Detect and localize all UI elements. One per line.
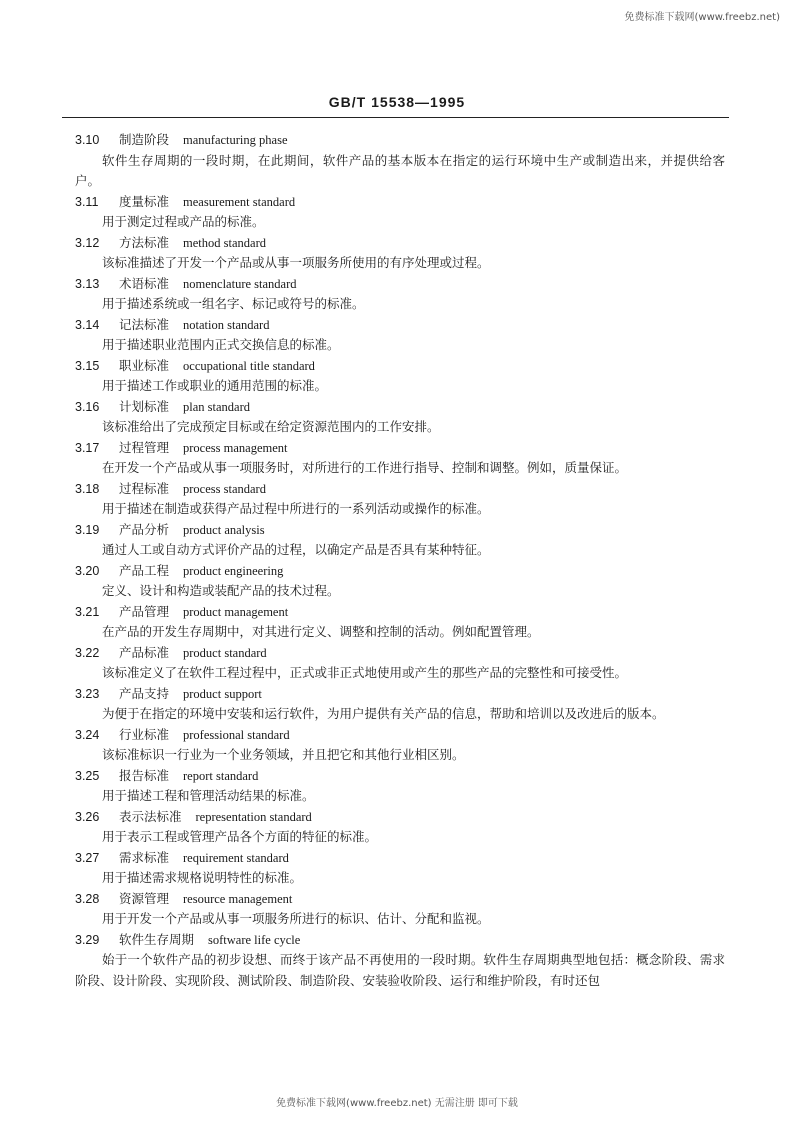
term-definition: 该标准给出了完成预定目标或在给定资源范围内的工作安排。 <box>102 419 440 434</box>
term-english: product support <box>183 686 262 701</box>
term-number: 3.22 <box>75 645 100 660</box>
term-number: 3.20 <box>75 563 100 578</box>
term-heading <box>75 520 725 541</box>
term-chinese: 表示法标准 <box>119 808 182 824</box>
term-entry <box>75 889 725 930</box>
term-heading <box>75 848 725 869</box>
term-number: 3.12 <box>75 235 100 250</box>
term-english: product standard <box>183 645 267 660</box>
term-heading <box>75 602 725 623</box>
term-number: 3.18 <box>75 481 100 496</box>
term-definition: 始于一个软件产品的初步设想、而终于该产品不再使用的一段时期。软件生存周期典型地包括：概念阶段、需求阶段、设计阶段、实现阶段、测试阶段、制造阶段、安装验收阶段、运行和维护阶段，有时还包 <box>75 952 725 988</box>
document-body <box>75 130 725 991</box>
term-definition: 该标准定义了在软件工程过程中，正式或非正式地使用或产生的那些产品的完整性和可接受性。 <box>102 665 628 680</box>
term-chinese: 产品工程 <box>119 562 170 578</box>
term-number: 3.27 <box>75 850 100 865</box>
term-english: notation standard <box>183 317 270 332</box>
term-entry <box>75 315 725 356</box>
term-definition: 用于描述职业范围内正式交换信息的标准。 <box>102 337 340 352</box>
term-chinese: 过程标准 <box>119 480 170 496</box>
term-number: 3.29 <box>75 932 100 947</box>
term-entry <box>75 479 725 520</box>
term-english: software life cycle <box>208 932 301 947</box>
term-number: 3.24 <box>75 727 100 742</box>
term-chinese: 制造阶段 <box>119 132 170 147</box>
term-definition: 在开发一个产品或从事一项服务时，对所进行的工作进行指导、控制和调整。例如，质量保证。 <box>102 460 628 475</box>
term-entry <box>75 233 725 274</box>
term-entry <box>75 725 725 766</box>
term-definition: 用于表示工程或管理产品各个方面的特征的标准。 <box>102 829 378 844</box>
term-number: 3.17 <box>75 440 100 455</box>
term-number: 3.25 <box>75 768 100 783</box>
term-definition: 用于测定过程或产品的标准。 <box>102 214 265 229</box>
term-chinese: 术语标准 <box>119 275 170 291</box>
term-english: process management <box>183 440 288 455</box>
term-definition: 在产品的开发生存周期中，对其进行定义、调整和控制的活动。例如配置管理。 <box>102 624 540 639</box>
term-chinese: 职业标准 <box>119 357 170 373</box>
term-number: 3.13 <box>75 276 100 291</box>
term-english: product management <box>183 604 289 619</box>
term-heading <box>75 725 725 746</box>
term-definition: 用于描述在制造或获得产品过程中所进行的一系列活动或操作的标准。 <box>102 501 490 516</box>
term-entry <box>75 274 725 315</box>
term-english: manufacturing phase <box>183 133 288 147</box>
term-definition: 用于描述工程和管理活动结果的标准。 <box>102 788 315 803</box>
term-number: 3.28 <box>75 891 100 906</box>
term-english: requirement standard <box>183 850 289 865</box>
term-chinese: 产品管理 <box>119 603 170 619</box>
term-heading <box>75 397 725 418</box>
term-definition: 该标准标识一行业为一个业务领域，并且把它和其他行业相区别。 <box>102 747 465 762</box>
term-english: process standard <box>183 481 266 496</box>
term-entry <box>75 397 725 438</box>
term-english: product engineering <box>183 563 284 578</box>
term-entry <box>75 684 725 725</box>
term-english: nomenclature standard <box>183 276 297 291</box>
term-entry <box>75 130 725 192</box>
watermark-top: 免费标准下载网(www.freebz.net) <box>624 12 780 23</box>
term-heading <box>75 130 725 151</box>
term-heading <box>75 561 725 582</box>
term-chinese: 计划标准 <box>119 398 170 414</box>
term-heading <box>75 233 725 254</box>
term-chinese: 产品标准 <box>119 644 170 660</box>
term-definition: 用于描述工作或职业的通用范围的标准。 <box>102 378 328 393</box>
term-heading <box>75 766 725 787</box>
term-number: 3.14 <box>75 317 100 332</box>
term-definition: 用于描述需求规格说明特性的标准。 <box>102 870 303 885</box>
term-definition: 用于开发一个产品或从事一项服务所进行的标识、估计、分配和监视。 <box>102 911 490 926</box>
term-chinese: 软件生存周期 <box>119 931 195 947</box>
term-definition: 为便于在指定的环境中安装和运行软件，为用户提供有关产品的信息，帮助和培训以及改进后的版本。 <box>102 706 665 721</box>
term-heading <box>75 807 725 828</box>
term-entry <box>75 766 725 807</box>
term-entry <box>75 930 725 992</box>
term-number: 3.21 <box>75 604 100 619</box>
term-chinese: 资源管理 <box>119 890 170 906</box>
term-definition: 通过人工或自动方式评价产品的过程，以确定产品是否具有某种特征。 <box>102 542 490 557</box>
term-heading <box>75 479 725 500</box>
term-english: representation standard <box>195 809 312 824</box>
term-chinese: 过程管理 <box>119 439 170 455</box>
term-heading <box>75 192 725 213</box>
watermark-bottom: 免费标准下载网(www.freebz.net) 无需注册 即可下载 <box>276 1098 518 1109</box>
term-number: 3.11 <box>75 194 99 209</box>
term-english: product analysis <box>183 522 265 537</box>
term-entry <box>75 848 725 889</box>
term-definition: 该标准描述了开发一个产品或从事一项服务所使用的有序处理或过程。 <box>102 255 490 270</box>
term-english: method standard <box>183 235 266 250</box>
term-chinese: 行业标准 <box>119 726 170 742</box>
term-english: plan standard <box>183 399 251 414</box>
term-english: resource management <box>183 891 293 906</box>
term-entry <box>75 520 725 561</box>
term-heading <box>75 356 725 377</box>
term-english: professional standard <box>183 727 290 742</box>
term-chinese: 报告标准 <box>119 767 170 783</box>
term-entry <box>75 561 725 602</box>
term-chinese: 产品支持 <box>119 685 170 701</box>
term-entry <box>75 643 725 684</box>
term-definition: 用于描述系统或一组名字、标记或符号的标准。 <box>102 296 365 311</box>
term-number: 3.19 <box>75 522 100 537</box>
term-english: report standard <box>183 768 259 783</box>
term-english: occupational title standard <box>183 358 315 373</box>
term-number: 3.26 <box>75 809 100 824</box>
term-heading <box>75 438 725 459</box>
term-number: 3.23 <box>75 686 100 701</box>
term-chinese: 需求标准 <box>119 849 170 865</box>
term-heading <box>75 643 725 664</box>
term-english: measurement standard <box>183 194 296 209</box>
term-heading <box>75 930 725 951</box>
term-number: 3.15 <box>75 358 100 373</box>
term-entry <box>75 438 725 479</box>
term-chinese: 方法标准 <box>119 234 170 250</box>
term-chinese: 记法标准 <box>119 316 170 332</box>
term-entry <box>75 602 725 643</box>
term-heading <box>75 684 725 705</box>
term-chinese: 度量标准 <box>119 193 170 209</box>
term-entry <box>75 807 725 848</box>
standard-number: GB/T 15538—1995 <box>328 94 466 110</box>
term-number: 3.10 <box>75 133 100 147</box>
term-entry <box>75 192 725 233</box>
term-heading <box>75 315 725 336</box>
term-number: 3.16 <box>75 399 100 414</box>
term-definition: 软件生存周期的一段时期，在此期间，软件产品的基本版本在指定的运行环境中生产或制造出来，并提供给客户。 <box>75 152 725 188</box>
term-entry <box>75 356 725 397</box>
term-heading <box>75 889 725 910</box>
header-divider <box>62 117 729 118</box>
term-definition: 定义、设计和构造或装配产品的技术过程。 <box>102 583 340 598</box>
term-chinese: 产品分析 <box>119 521 170 537</box>
term-heading <box>75 274 725 295</box>
